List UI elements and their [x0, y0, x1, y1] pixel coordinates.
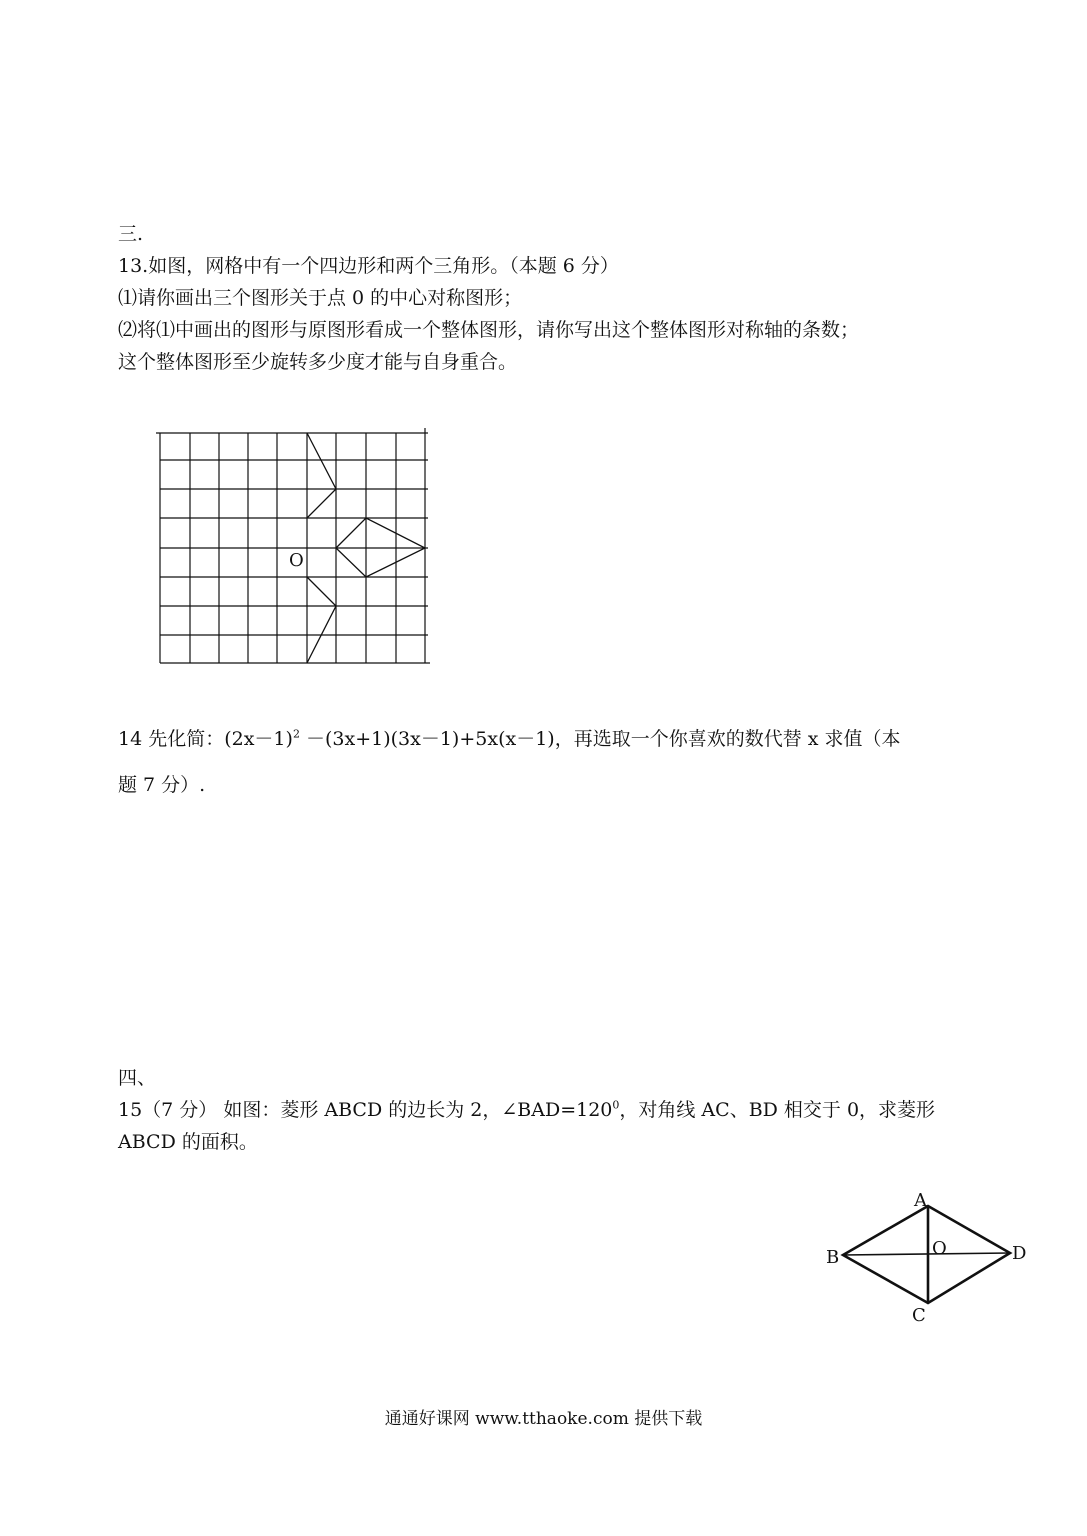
q14-expression-rest: －(3x+1)(3x－1)+5x(x－1)，再选取一个你喜欢的数代替 x 求值（本: [305, 728, 901, 750]
vertex-b-label: B: [826, 1247, 840, 1268]
diagonal-bd: [843, 1253, 1010, 1255]
question-14-line-1: [118, 727, 901, 751]
upper-triangle: [307, 433, 336, 518]
question-13-part-2: ⑵将⑴中画出的图形与原图形看成一个整体图形，请你写出这个整体图形对称轴的条数；: [118, 319, 860, 341]
question-15-line-2: ABCD 的面积。: [118, 1131, 258, 1153]
lower-triangle: [307, 577, 336, 663]
q15-text-start: 15（7 分） 如图：菱形 ABCD 的边长为 2，∠BAD=120: [118, 1099, 613, 1121]
question-13-part-2-continued: 这个整体图形至少旋转多少度才能与自身重合。: [118, 351, 518, 373]
q14-exponent: 2: [292, 727, 300, 741]
q14-expression-start: 14 先化简：(2x－1): [118, 728, 293, 750]
q15-degree-mark: 0: [612, 1098, 620, 1112]
footer-download-notice: 通通好课网 www.tthaoke.com 提供下载: [384, 1409, 703, 1429]
question-15-line-1: [118, 1098, 935, 1122]
grid-figure: [150, 425, 440, 675]
section-4-heading: 四、: [118, 1067, 157, 1089]
vertex-d-label: D: [1012, 1243, 1027, 1264]
center-point-label: O: [289, 550, 304, 571]
center-o-label: O: [932, 1238, 947, 1259]
vertex-a-label: A: [914, 1190, 927, 1211]
vertex-c-label: C: [912, 1305, 926, 1325]
q15-text-rest: ，对角线 AC、BD 相交于 0，求菱形: [619, 1099, 936, 1121]
question-13-part-1: ⑴请你画出三个图形关于点 0 的中心对称图形；: [118, 287, 523, 309]
grid-lines: [156, 428, 430, 663]
rhombus-figure: [820, 1185, 1040, 1325]
question-13-title: 13.如图，网格中有一个四边形和两个三角形。（本题 6 分）: [118, 255, 619, 277]
section-3-heading: 三.: [118, 223, 144, 245]
question-14-line-2: 题 7 分）.: [118, 774, 206, 796]
